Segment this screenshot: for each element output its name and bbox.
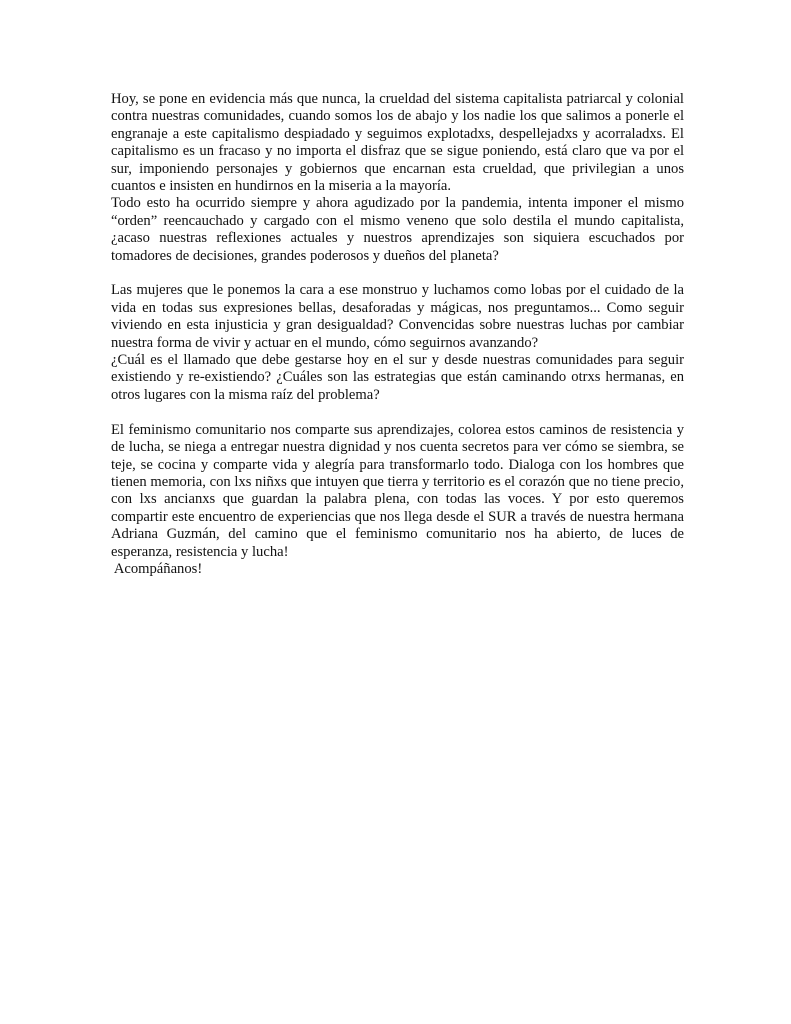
paragraph-intro: Hoy, se pone en evidencia más que nunca, la crueldad del sistema capitalista patriarcal y colonial contra nuestras comunidades, cuando somos los de abajo y los nadie los que salimos a ponerle el engranaje a este capitalismo despiadado y seguimos explotadxs, despellejadxs y acorraladxs. El capitalismo es un fracaso y no importa el disfraz que se sigue poniendo, está claro que va por el sur, imponiendo personajes y gobiernos que encarnan esta crueldad, que privilegian a unos cuantos e insisten en hundirnos en la miseria a la mayoría. [111, 91, 684, 195]
paragraph-feminism: El feminismo comunitario nos comparte sus aprendizajes, colorea estos caminos de resistencia y de lucha, se niega a entregar nuestra dignidad y nos cuenta secretos para ver cómo se siembra, se teje, se cocina y comparte vida y alegría para transformarlo todo. Dialoga con los hombres que tienen memoria, con lxs niñxs que intuyen que tierra y territorio es el corazón que no tiene precio, con lxs ancianxs que guardan la palabra plena, con todas las voces. Y por esto queremos compartir este encuentro de experiencias que nos llega desde el SUR a través de nuestra hermana Adriana Guzmán, del camino que el feminismo comunitario nos ha abierto, de luces de esperanza, resistencia y lucha! [111, 421, 684, 560]
body-text [111, 91, 684, 578]
paragraph-women: Las mujeres que le ponemos la cara a ese monstruo y luchamos como lobas por el cuidado de la vida en todas sus expresiones bellas, desaforadas y mágicas, nos preguntamos... Como seguir viviendo en esta injusticia y gran desigualdad? Convencidas sobre nuestras luchas por cambiar nuestra forma de vivir y actuar en el mundo, cómo seguirnos avanzando? [111, 282, 684, 351]
paragraph-questions: ¿Cuál es el llamado que debe gestarse hoy en el sur y desde nuestras comunidades para seguir existiendo y re-existiendo? ¿Cuáles son las estrategias que están caminando otrxs hermanas, en otros lugares con la misma raíz del problema? [111, 352, 684, 403]
paragraph-closing: Acompáñanos! [111, 560, 203, 577]
paragraph-spacer [111, 404, 684, 421]
paragraph-pandemic: Todo esto ha ocurrido siempre y ahora agudizado por la pandemia, intenta imponer el mismo “orden” reencauchado y cargado con el mismo veneno que solo destila el mundo capitalista, ¿acaso nuestras reflexiones actuales y nuestros aprendizajes son siquiera escuchados por tomadores de decisiones, grandes poderosos y dueños del planeta? [111, 195, 684, 264]
paragraph-spacer [111, 265, 684, 282]
